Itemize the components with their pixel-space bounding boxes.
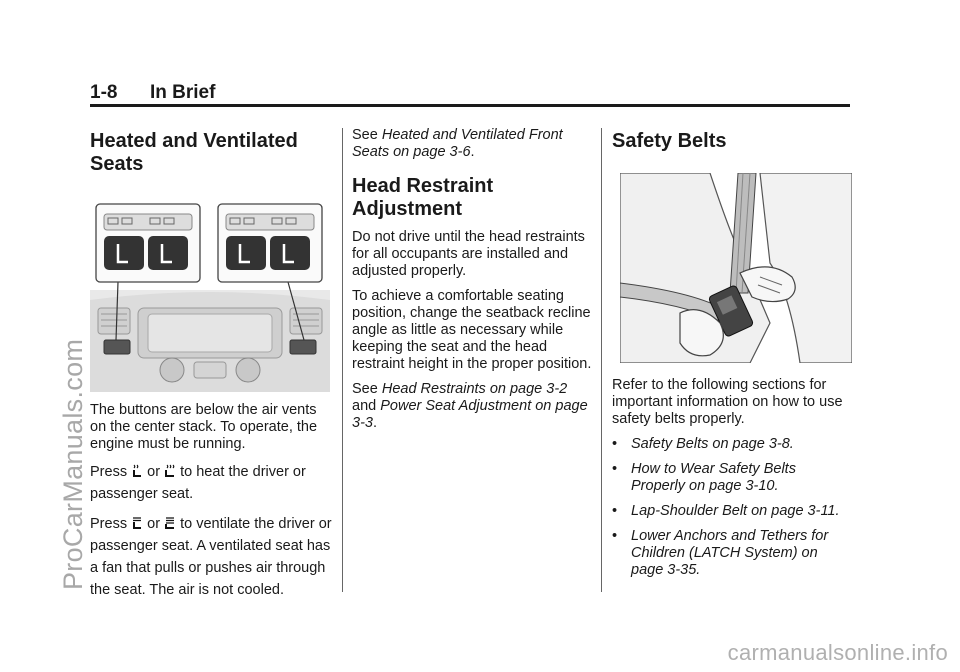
link-power-seat-adjustment[interactable]: Power Seat Adjustment on page 3-3 xyxy=(352,398,588,431)
bullet-glyph: • xyxy=(612,528,618,544)
list-item[interactable] xyxy=(612,503,852,520)
list-item[interactable] xyxy=(612,436,852,453)
paragraph-seating-position: To achieve a comfortable seating position, change the seatback recline angle as little as necessary while keeping the seat and the head restraint height in the proper position. xyxy=(352,288,592,372)
ventilated-seat-passenger-icon xyxy=(164,516,176,530)
bullet-glyph: • xyxy=(612,436,618,452)
link-how-to-wear-safety-belts[interactable]: How to Wear Safety Belts Properly on page 3-10. xyxy=(631,461,796,494)
text-or: or xyxy=(147,516,165,532)
paragraph-buttons-location: The buttons are below the air vents on the center stack. To operate, the engine must be running. xyxy=(90,402,318,452)
column-heated-seats xyxy=(90,130,332,609)
link-safety-belts[interactable]: Safety Belts on page 3-8. xyxy=(631,436,794,452)
page-header xyxy=(90,80,850,106)
header-rule xyxy=(90,104,850,107)
text-period: . xyxy=(372,415,377,431)
text-see: See xyxy=(352,381,382,397)
paragraph-heat-seat xyxy=(90,461,332,505)
text-press: Press xyxy=(90,516,132,532)
heading-heated-ventilated-seats: Heated and Ventilated Seats xyxy=(90,130,298,175)
text-press: Press xyxy=(90,464,132,480)
text-and: and xyxy=(352,398,381,414)
column-divider-2 xyxy=(601,128,602,592)
column-safety-belts xyxy=(612,130,852,587)
column-divider-1 xyxy=(342,128,343,592)
paragraph-head-restraint-warning: Do not drive until the head restraints for all occupants are installed and adjusted properly. xyxy=(352,229,585,279)
heading-safety-belts: Safety Belts xyxy=(612,130,727,152)
paragraph-ventilate-seat xyxy=(90,513,332,601)
text-period: . xyxy=(470,144,475,160)
center-stack-seat-buttons-illustration xyxy=(90,200,330,392)
heading-head-restraint-adjustment: Head Restraint Adjustment xyxy=(352,175,494,220)
bullet-glyph: • xyxy=(612,461,618,477)
text-heat-desc: to heat the driver or passenger seat. xyxy=(90,464,306,502)
link-head-restraints[interactable]: Head Restraints on page 3-2 xyxy=(381,381,568,397)
list-item[interactable] xyxy=(612,461,852,495)
safety-belt-buckle-illustration xyxy=(620,173,852,363)
watermark-carmanualsonline: carmanualsonline.info xyxy=(727,640,948,665)
heated-seat-passenger-icon xyxy=(164,464,176,478)
page-number: 1-8 xyxy=(90,82,118,103)
safety-belt-drawing xyxy=(620,173,852,363)
see-heated-ventilated-reference xyxy=(352,127,594,161)
bullet-glyph: • xyxy=(612,503,618,519)
link-lower-anchors-tethers[interactable]: Lower Anchors and Tethers for Children (LATCH System) on page 3-35. xyxy=(631,528,829,578)
column-head-restraint xyxy=(352,127,594,440)
text-or: or xyxy=(147,464,165,480)
text-ventilate-desc: to ventilate the driver or passenger seat. A ventilated seat has a fan that pulls or pushes air through the seat. The air is not cooled. xyxy=(90,516,332,598)
center-stack-drawing xyxy=(90,200,330,392)
section-title: In Brief xyxy=(150,82,216,103)
paragraph-safety-belts-intro: Refer to the following sections for important information on how to use safety belts properly. xyxy=(612,377,843,427)
watermark-procarmanuals: ProCarManuals.com xyxy=(58,338,88,590)
ventilated-seat-driver-icon xyxy=(131,516,143,530)
link-lap-shoulder-belt[interactable]: Lap-Shoulder Belt on page 3-11. xyxy=(631,503,840,519)
see-head-restraints-reference xyxy=(352,381,594,432)
link-heated-ventilated-front-seats[interactable]: Heated and Ventilated Front Seats on page 3-6 xyxy=(352,127,563,160)
safety-belts-reference-list xyxy=(612,436,852,579)
heated-seat-driver-icon xyxy=(131,464,143,478)
list-item[interactable] xyxy=(612,528,852,579)
text-see: See xyxy=(352,127,382,143)
